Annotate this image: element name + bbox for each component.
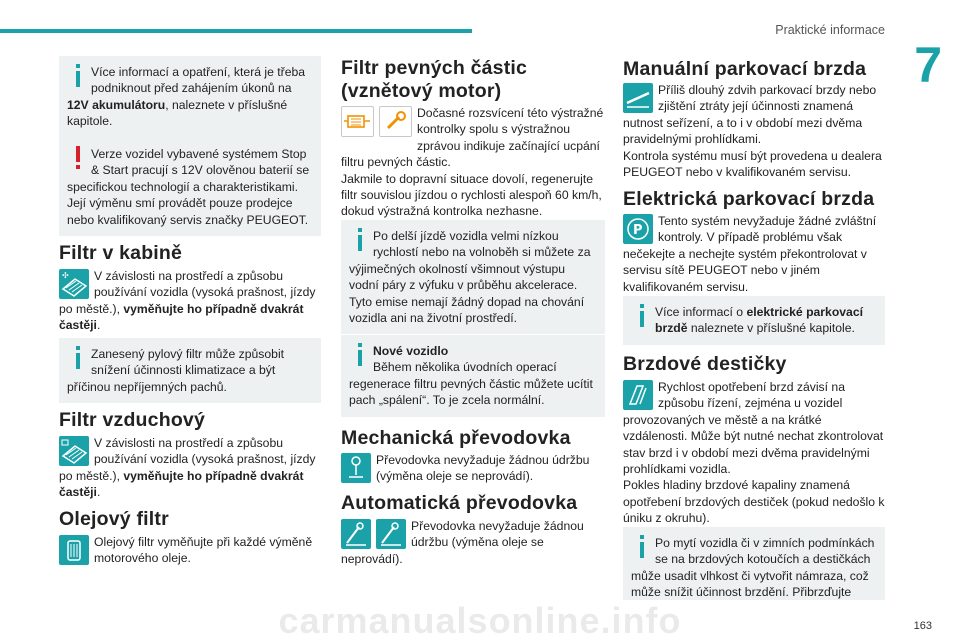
- para-cabin-filter: ✣ V závislosti na prostředí a způsobu používání vozidla (vysoká prašnost, jízdy po městě.), vyměňujte ho případně dvakrát častěji.: [59, 269, 316, 333]
- header-accent-bar: [0, 29, 472, 33]
- info-icon: [631, 535, 655, 567]
- para-manual-parking-brake: Příliš dlouhý zdvih parkovací brzdy nebo zjištění ztráty její účinnosti znamená nutnost seřízení, a to i v období mezi dvěma pravidelnými prohlídkami. Kontrola systému musí být provedena u dealera PEUGEOT nebo v kvalifikovaném servisu.: [623, 83, 882, 180]
- dpf-warning-icon: [341, 106, 374, 137]
- heading-oil-filter: Olejový filtr: [59, 508, 169, 530]
- para-oil-filter: Olejový filtr vyměňujte při každé výměně motorového oleje.: [59, 534, 321, 567]
- heading-air-filter: Filtr vzduchový: [59, 409, 206, 431]
- chapter-number: 7: [914, 37, 942, 93]
- parking-brake-lever-icon: [623, 83, 653, 113]
- info-box-new-vehicle: Nové vozidlo Během několika úvodních operací regenerace filtru pevných částic můžete ucítit pach „spálení“. To je zcela normální.: [341, 335, 605, 417]
- heading-cabin-filter: Filtr v kabině: [59, 242, 183, 264]
- info-box-battery: Více informací a opatření, která je třeba podniknout před zahájením úkonů na 12V akumulátoru, naleznete v příslušné kapitole.: [59, 56, 321, 138]
- heading-manual-gearbox: Mechanická převodovka: [341, 427, 571, 449]
- heading-manual-parking-brake: Manuální parkovací brzda: [623, 58, 867, 80]
- para-dpf: Dočasné rozsvícení této výstražné kontrolky spolu s výstražnou zprávou indikuje začínající ucpání filtru pevných částic. Jakmile to dopravní situace dovolí, regenerujte filtr souvislou jízdou o rychlosti alespoň 60 km/h, dokud výstražná kontrolka nezhasne.: [341, 106, 604, 219]
- info-icon: [67, 64, 91, 96]
- watermark: carmanualsonline.info: [278, 600, 682, 641]
- para-automatic-gearbox: Převodovka nevyžaduje žádnou údržbu (výměna oleje se neprovádí).: [341, 519, 584, 566]
- info-box-epb: Více informací o elektrické parkovací brzdě naleznete v příslušné kapitole.: [623, 296, 885, 345]
- heading-dpf: Filtr pevných částic (vznětový motor): [341, 57, 528, 102]
- info-box-pollen-filter: Zanesený pylový filtr může způsobit snížení účinnosti klimatizace a být příčinou nepříjemných pachů.: [59, 338, 321, 403]
- manual-gearbox-icon: [341, 453, 371, 483]
- cabin-filter-icon: [59, 269, 89, 299]
- svg-text:✣: ✣: [62, 271, 69, 280]
- automatic-gearbox-icon: [341, 519, 371, 549]
- heading-electric-parking-brake: Elektrická parkovací brzda: [623, 188, 875, 210]
- para-air-filter: V závislosti na prostředí a způsobu používání vozidla (vysoká prašnost, jízdy po městě.), vyměňujte ho případně dvakrát častěji.: [59, 436, 316, 500]
- info-icon: [349, 228, 373, 260]
- svg-text:P: P: [633, 223, 643, 238]
- air-filter-icon: [59, 436, 89, 466]
- info-icon: [349, 343, 373, 375]
- brake-pad-icon: [623, 380, 653, 410]
- info-box-water-vapour: Po delší jízdě vozidla velmi nízkou rychlostí nebo na volnoběh si můžete za výjimečných okolností všimnout výstupu vodní páry z výfuku v průběhu akcelerace. Tyto emise nemají žádný dopad na chování vozidla ani na životní prostředí.: [341, 220, 605, 334]
- electric-parking-brake-icon: [623, 214, 653, 244]
- para-electric-parking-brake: P Tento systém nevyžaduje žádné zvláštní kontroly. V případě problému však nečekejte a nechejte systém překontrolovat v servisu sítě PEUGEOT nebo v jiném kvalifikovaném servisu.: [623, 214, 877, 294]
- warning-box-stop-start: Verze vozidel vybavené systémem Stop & Start pracují s 12V olověnou baterií se specifickou technologií a charakteristikami. Její výměnu smí provádět pouze prodejce nebo kvalifikovaný servis značky PEUGEOT.: [59, 138, 321, 236]
- para-brake-pads: Rychlost opotřebení brzd závisí na způsobu řízení, zejména u vozidel provozovaných ve městě a na krátké vzdálenosti. Může být nutné nechat zkontrolovat stav brzd i v období mezi dvěma pravidelnými prohlídkami vozidla. Pokles hladiny brzdové kapaliny znamená opotřebení brzdových destiček (pokud nedošlo k úniku z okruhu).: [623, 380, 885, 526]
- automatic-gearbox-icon-2: [376, 519, 406, 549]
- info-box-wet-brakes: Po mytí vozidla či v zimních podmínkách se na brzdových kotoučích a destičkách může usadit vlhkost či vytvořit námraza, což může snížit účinnost brzdění. Přibrzďujte: [623, 527, 885, 600]
- page-number: 163: [913, 620, 932, 632]
- oil-filter-icon: [59, 535, 89, 565]
- warning-icon: [67, 146, 91, 178]
- info-icon: [631, 304, 655, 336]
- heading-automatic-gearbox: Automatická převodovka: [341, 492, 578, 514]
- heading-brake-pads: Brzdové destičky: [623, 353, 787, 375]
- para-manual-gearbox: Převodovka nevyžaduje žádnou údržbu (výměna oleje se neprovádí).: [341, 452, 605, 485]
- section-name: Praktické informace: [775, 23, 885, 37]
- service-wrench-icon: [379, 106, 412, 137]
- info-icon: [67, 346, 91, 378]
